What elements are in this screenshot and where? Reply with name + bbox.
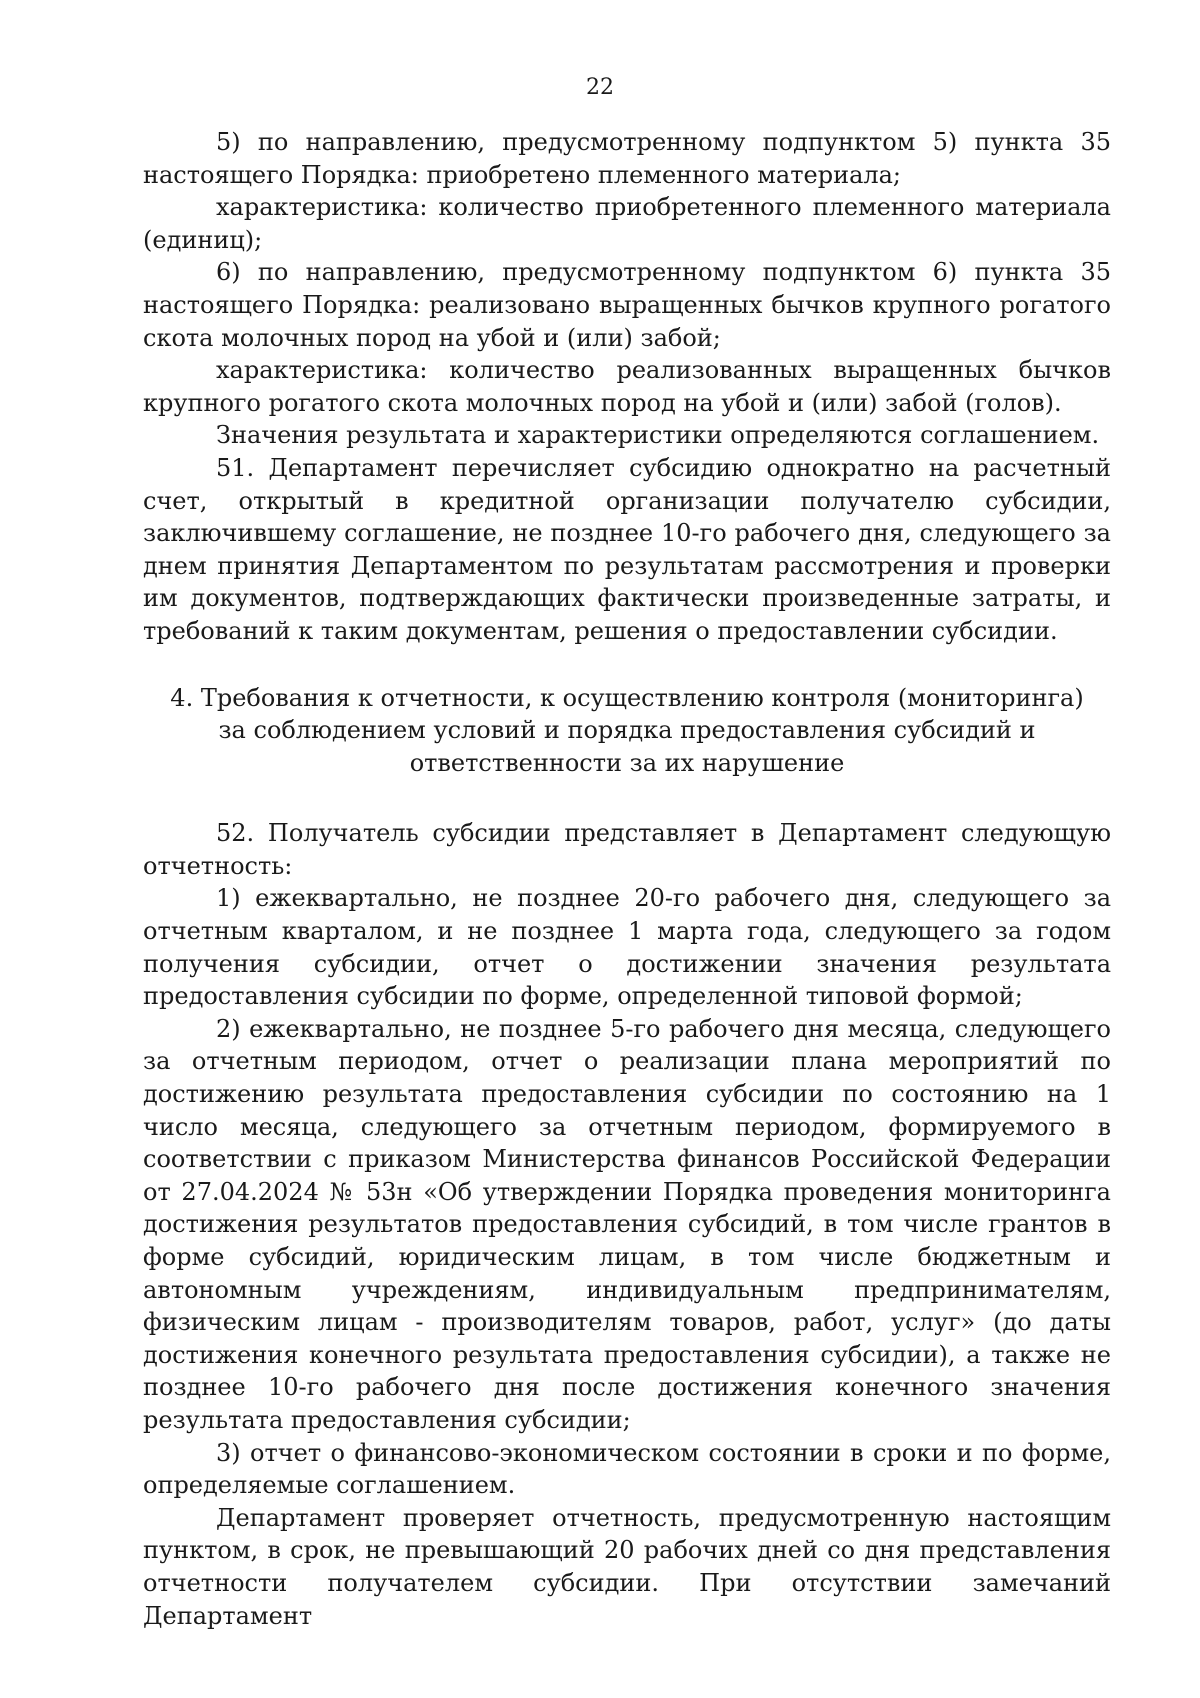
paragraph-item-6: 6) по направлению, предусмотренному подпунктом 6) пункта 35 настоящего Порядка: реализовано выращенных бычков крупного рогатого скота молочных пород на убой и (или) забой; (143, 258, 1111, 352)
paragraph-department-check: Департамент проверяет отчетность, предусмотренную настоящим пунктом, в срок, не превышающий 20 рабочих дней со дня представления отчетности получателем субсидии. При отсутствии замечаний Департамент (143, 1503, 1111, 1630)
section-heading: 4. Требования к отчетности, к осуществлению контроля (мониторинга) за соблюдением условий и порядка предоставления субсидий и ответственности за их нарушение (170, 683, 1084, 777)
paragraph-item-5: 5) по направлению, предусмотренному подпунктом 5) пункта 35 настоящего Порядка: приобретено племенного материала; (143, 128, 1111, 189)
spacer (143, 648, 1111, 682)
paragraph-52: 52. Получатель субсидии представляет в Департамент следующую отчетность: (143, 819, 1111, 880)
paragraph-characteristic-5: характеристика: количество приобретенного племенного материала (единиц); (143, 193, 1111, 254)
page-number: 22 (586, 75, 614, 100)
paragraph-51: 51. Департамент перечисляет субсидию однократно на расчетный счет, открытый в кредитной организации получателю субсидии, заключившему соглашение, не позднее 10-го рабочего дня, следующего за днем принятия Департаментом по результатам рассмотрения и проверки им документов, подтверждающих фактически произведенные затраты, и требований к таким документам, решения о предоставлении субсидии. (143, 453, 1111, 645)
paragraph-52-3: 3) отчет о финансово-экономическом состоянии в сроки и по форме, определяемые соглашением. (143, 1438, 1111, 1500)
paragraph-characteristic-6: характеристика: количество реализованных выращенных бычков крупного рогатого скота молочных пород на убой и (или) забой (голов). (143, 356, 1111, 417)
paragraph-52-1: 1) ежеквартально, не позднее 20-го рабочего дня, следующего за отчетным кварталом, и не позднее 1 марта года, следующего за годом получения субсидии, отчет о достижении значения результата предоставления субсидии по форме, определенной типовой формой; (143, 884, 1111, 1011)
paragraph-values-note: Значения результата и характеристики определяются соглашением. (216, 421, 1100, 450)
document-body (143, 126, 1111, 1632)
spacer (143, 779, 1111, 817)
paragraph-52-2: 2) ежеквартально, не позднее 5-го рабочего дня месяца, следующего за отчетным периодом, отчет о реализации плана мероприятий по достижению результата предоставления субсидии по состоянию на 1 число месяца, следующего за отчетным периодом, формируемого в соответствии с приказом Министерства финансов Российской Федерации от 27.04.2024 № 53н «Об утверждении Порядка проведения мониторинга достижения результатов предоставления субсидий, в том числе грантов в форме субсидий, юридическим лицам, в том числе бюджетным и автономным учреждениям, индивидуальным предпринимателям, физическим лицам - производителям товаров, работ, услуг» (до даты достижения конечного результата предоставления субсидии), а также не позднее 10-го рабочего дня после достижения конечного значения результата предоставления субсидии; (143, 1014, 1111, 1434)
